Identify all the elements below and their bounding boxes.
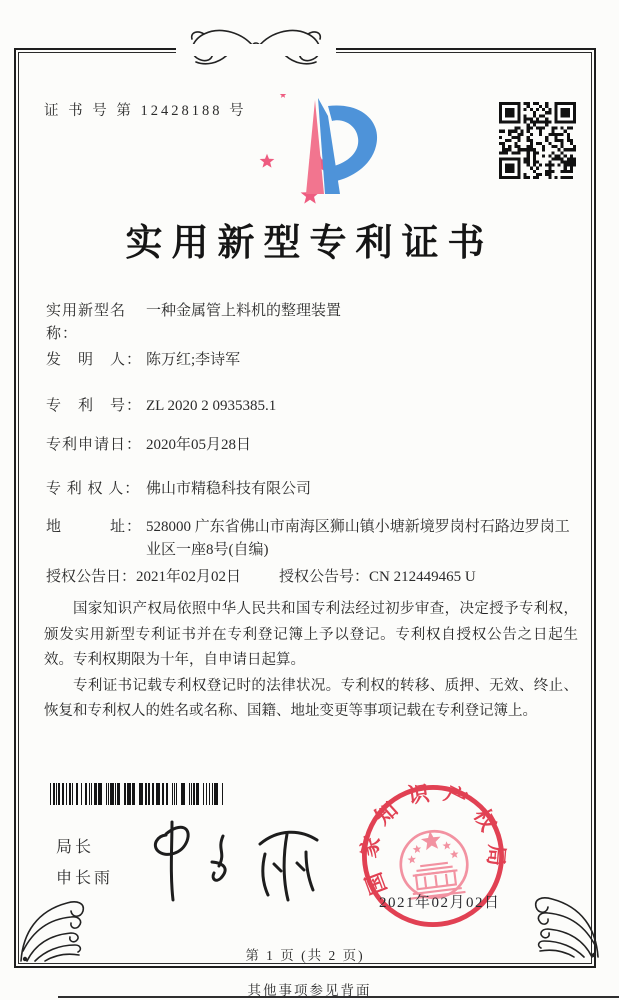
field-row-inventors bbox=[46, 349, 580, 372]
field-value: 陈万红;李诗军 bbox=[146, 352, 241, 368]
grant-no-value: CN 212449465 U bbox=[369, 569, 476, 585]
field-value: ZL 2020 2 0935385.1 bbox=[146, 398, 277, 414]
legal-paragraph-1: 国家知识产权局依照中华人民共和国专利法经过初步审查，决定授予专利权，颁发实用新型专利证书并在专利登记簿上予以登记。专利权自授权公告之日起生效。专利权期限为十年，自申请日起算。 bbox=[44, 601, 578, 668]
field-label: 专 利 号： bbox=[46, 398, 143, 414]
barcode-icon bbox=[50, 783, 226, 805]
field-label: 专利申请日： bbox=[46, 437, 143, 453]
seal-text: 国家知识产权局 bbox=[356, 779, 509, 898]
ornament-mask bbox=[176, 44, 336, 56]
field-row-filing-date bbox=[46, 434, 580, 457]
grant-date-label: 授权公告日： bbox=[46, 569, 137, 585]
field-label: 地 址： bbox=[46, 519, 143, 535]
grant-date-value: 2021年02月02日 bbox=[136, 569, 242, 585]
director-signature bbox=[126, 810, 344, 918]
grant-no-label: 授权公告号： bbox=[279, 569, 370, 585]
field-value: 528000 广东省佛山市南海区狮山镇小塘新境罗岗村石路边罗岗工业区一座8号(自编) bbox=[146, 519, 570, 558]
footer-note: 其他事项参见背面 bbox=[247, 983, 372, 998]
legal-paragraph-2: 专利证书记载专利权登记时的法律状况。专利权的转移、质押、无效、终止、恢复和专利权人的姓名或名称、国籍、地址变更等事项记载在专利登记簿上。 bbox=[44, 677, 578, 719]
cnipa-logo bbox=[242, 94, 392, 208]
signature-icon bbox=[126, 810, 344, 918]
field-row-grant bbox=[46, 566, 580, 589]
field-row-patentee bbox=[46, 478, 580, 501]
field-label: 实用新型名称： bbox=[46, 303, 127, 342]
barcode bbox=[50, 783, 226, 805]
official-seal-icon bbox=[349, 772, 516, 939]
field-value: 一种金属管上料机的整理装置 bbox=[146, 303, 342, 319]
director-name: 申长雨 bbox=[56, 870, 114, 887]
cnipa-logo-icon bbox=[242, 94, 392, 208]
certificate-number: 证 书 号 第 12428188 号 bbox=[44, 103, 247, 119]
page-info: 第 1 页 (共 2 页) bbox=[245, 948, 365, 963]
top-flourish-ornament bbox=[168, 20, 344, 74]
field-value: 2020年05月28日 bbox=[146, 437, 252, 453]
seal-date: 2021年02月02日 bbox=[379, 895, 501, 911]
field-row-patent-number bbox=[46, 395, 580, 418]
qr-code bbox=[499, 102, 576, 179]
qr-code-icon bbox=[499, 102, 576, 179]
director-title: 局长 bbox=[56, 839, 95, 856]
field-row-invention-name bbox=[46, 300, 580, 346]
field-label: 专 利 权 人： bbox=[46, 481, 141, 497]
legal-text bbox=[44, 597, 578, 725]
certificate-title: 实用新型专利证书 bbox=[125, 223, 494, 264]
field-row-address bbox=[46, 516, 580, 562]
field-label: 发 明 人： bbox=[46, 352, 143, 368]
official-seal bbox=[349, 772, 516, 939]
director-block bbox=[56, 832, 113, 894]
field-value: 佛山市精稳科技有限公司 bbox=[146, 481, 312, 497]
